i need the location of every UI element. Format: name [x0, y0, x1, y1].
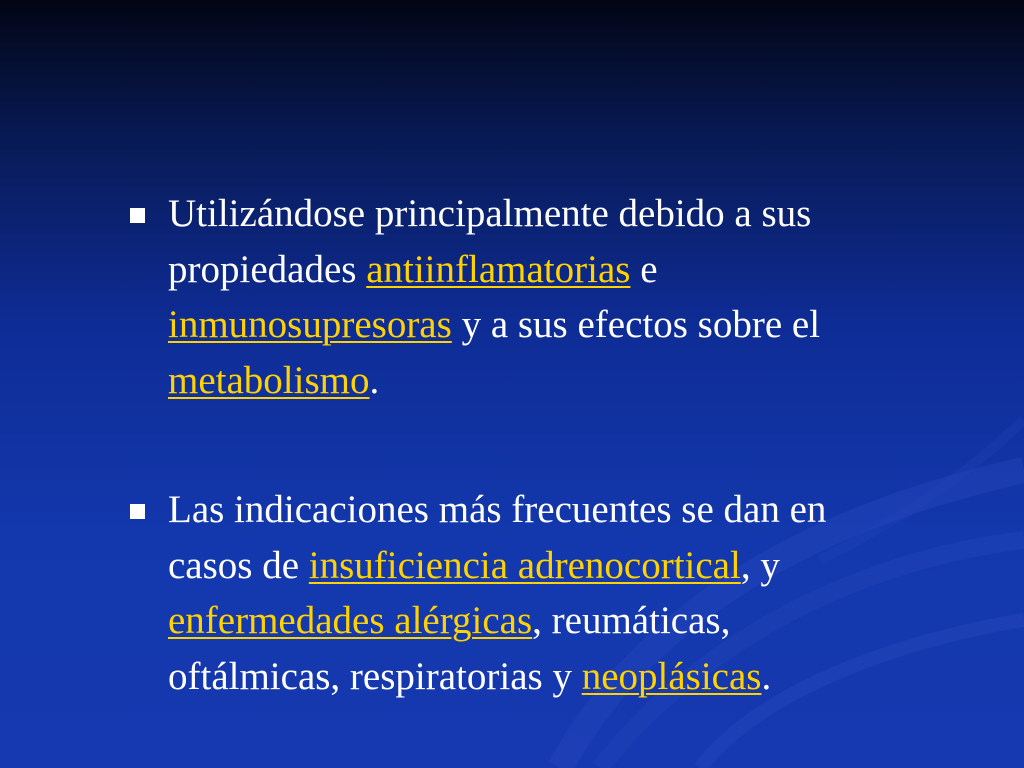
text-segment: Las indicaciones más frecuentes se dan en casos de	[168, 488, 827, 587]
text-segment: .	[369, 358, 380, 402]
text-segment: e	[630, 247, 658, 291]
link-antiinflamatorias[interactable]: antiinflamatorias	[366, 247, 631, 291]
bullet-text-2	[168, 482, 910, 704]
text-segment: y a sus efectos sobre el	[451, 303, 821, 346]
link-inmunosupresoras[interactable]: inmunosupresoras	[168, 303, 452, 346]
link-enfermedades-alergicas[interactable]: enfermedades alérgicas	[168, 599, 533, 642]
link-neoplasicas[interactable]: neoplásicas	[581, 654, 762, 698]
text-segment: , reumáticas, oftálmicas, respiratorias y	[168, 599, 731, 698]
bullet-item-2	[130, 482, 910, 704]
bullet-list	[130, 186, 910, 704]
link-insuficiencia-adrenocortical[interactable]: insuficiencia adrenocortical	[308, 543, 741, 587]
bullet-item-1	[130, 186, 910, 408]
text-segment: .	[761, 654, 772, 698]
bullet-text-1	[168, 186, 910, 408]
text-segment: , y	[740, 543, 780, 587]
square-bullet-icon	[130, 208, 145, 223]
text-segment: Utilizándose principalmente debido a sus propiedades	[168, 192, 812, 291]
square-bullet-icon	[130, 504, 145, 519]
link-metabolismo[interactable]: metabolismo	[168, 358, 370, 402]
